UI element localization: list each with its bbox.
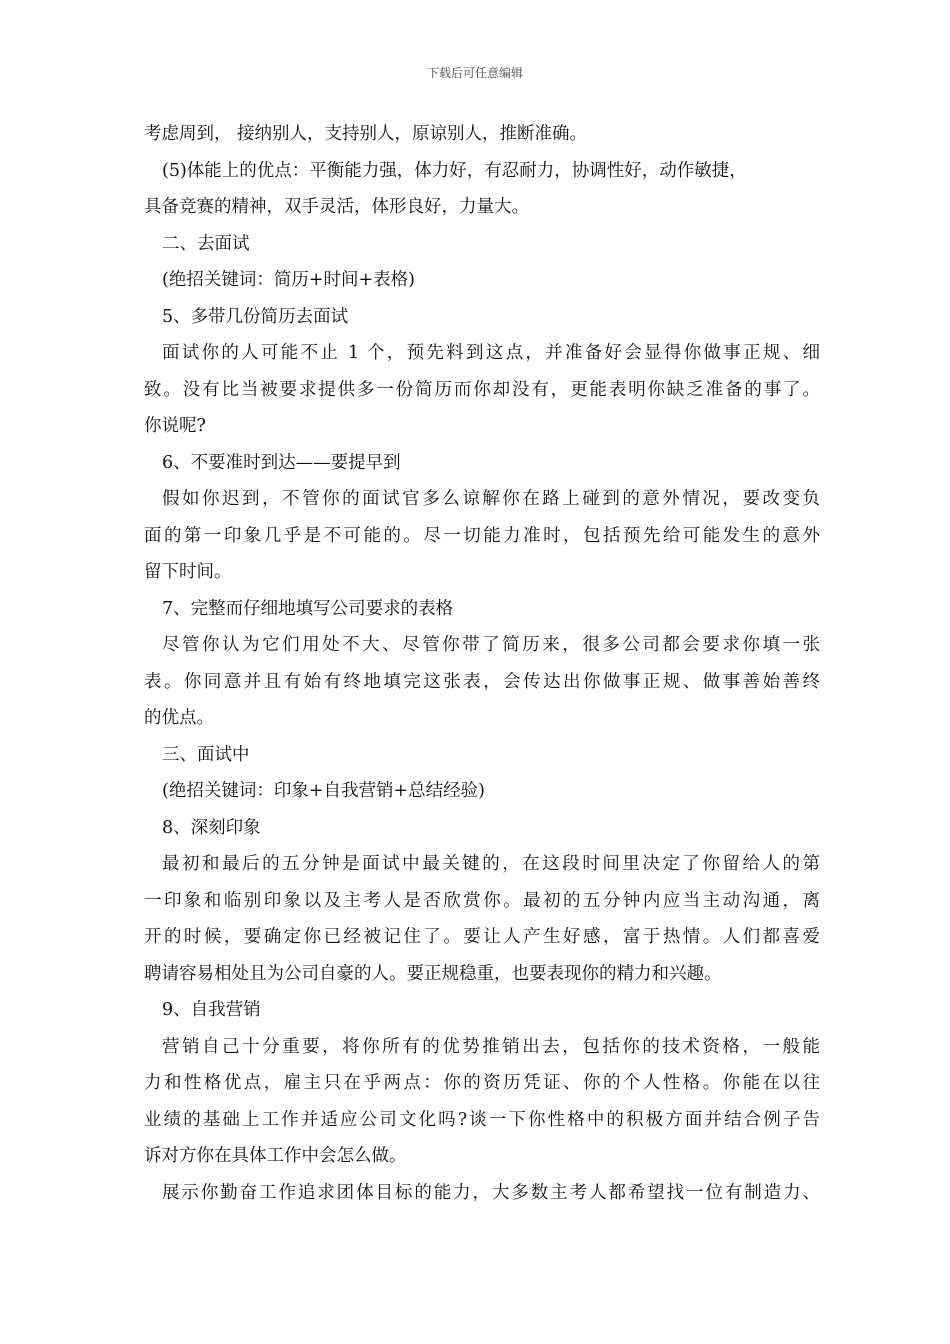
document-body (144, 116, 820, 1211)
text-line: 力和性格优点，雇主只在乎两点：你的资历凭证、你的个人性格。你能在以往 (144, 1073, 820, 1093)
text-line: 业绩的基础上工作并适应公司文化吗?谈一下你性格中的积极方面并结合例子告 (144, 1109, 820, 1130)
text-line: 二、去面试 (162, 233, 250, 254)
text-line: 三、面试中 (162, 744, 250, 765)
text-line: 尽管你认为它们用处不大、尽管你带了简历来，很多公司都会要求你填一张 (162, 635, 820, 655)
text-line: 开的时候，要确定你已经被记住了。要让人产生好感，富于热情。人们都喜爱 (144, 927, 820, 947)
text-line: 6、不要准时到达——要提早到 (162, 452, 401, 473)
text-line: (5)体能上的优点：平衡能力强，体力好，有忍耐力，协调性好，动作敏捷， (162, 160, 747, 181)
text-line: 面试你的人可能不止 1 个，预先料到这点，并准备好会显得你做事正规、细 (162, 343, 820, 363)
text-line: 7、完整而仔细地填写公司要求的表格 (162, 598, 454, 619)
text-line: 留下时间。 (144, 562, 232, 582)
text-line: 表。你同意并且有始有终地填完这张表，会传达出你做事正规、做事善始善终 (144, 671, 820, 692)
text-line: 面的第一印象几乎是不可能的。尽一切能力准时，包括预先给可能发生的意外 (144, 525, 820, 546)
text-line: 假如你迟到，不管你的面试官多么谅解你在路上碰到的意外情况，要改变负 (162, 489, 820, 509)
text-line: 8、深刻印象 (162, 817, 261, 838)
text-line: 你说呢? (144, 416, 206, 436)
text-line: 诉对方你在具体工作中会怎么做。 (144, 1146, 407, 1166)
text-line: 致。没有比当被要求提供多一份简历而你却没有，更能表明你缺乏准备的事了。 (144, 379, 820, 400)
text-line: (绝招关键词：简历+时间+表格) (162, 270, 415, 290)
text-line: 最初和最后的五分钟是面试中最关键的，在这段时间里决定了你留给人的第 (162, 854, 820, 874)
text-line: (绝招关键词：印象+自我营销+总结经验) (162, 781, 485, 801)
text-line: 一印象和临别印象以及主考人是否欣赏你。最初的五分钟内应当主动沟通，离 (144, 890, 820, 911)
text-line: 5、多带几份简历去面试 (162, 306, 349, 327)
page-header: 下载后可任意编辑 (426, 66, 523, 80)
text-line: 的优点。 (144, 708, 214, 728)
text-line: 展示你勤奋工作追求团体目标的能力，大多数主考人都希望找一位有制造力、 (162, 1182, 820, 1203)
text-line: 考虑周到， 接纳别人，支持别人，原谅别人，推断准确。 (144, 124, 588, 144)
text-line: 9、自我营销 (162, 1000, 261, 1020)
text-line: 营销自己十分重要，将你所有的优势推销出去，包括你的技术资格，一般能 (162, 1036, 820, 1057)
text-line: 聘请容易相处且为公司自豪的人。要正规稳重，也要表现你的精力和兴趣。 (144, 963, 722, 984)
text-line: 具备竞赛的精神，双手灵活，体形良好，力量大。 (144, 197, 529, 217)
